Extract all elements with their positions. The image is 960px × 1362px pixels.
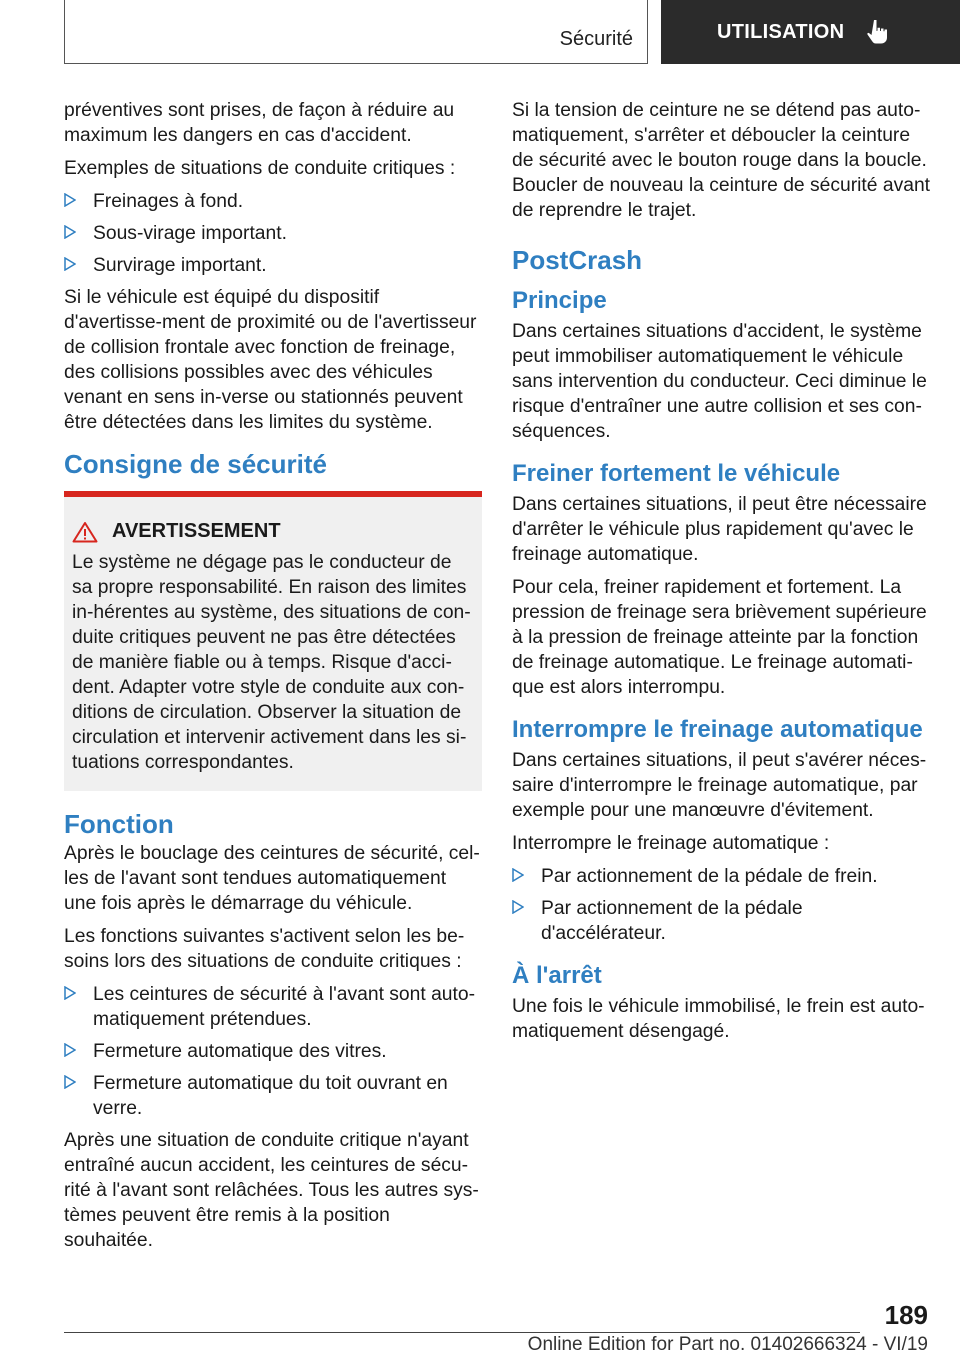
paragraph: préventives sont prises, de façon à réduire au maximum les dangers en cas d'accident. [64,100,455,146]
heading-postcrash: PostCrash [512,245,643,275]
heading-function: Fonction [64,809,174,839]
bullet-list [64,189,482,278]
paragraph: Une fois le véhicule immobilisé, le frein est auto-matiquement désengagé. [512,996,925,1042]
bullet-list [512,864,932,946]
chapter-label: UTILISATION [717,20,845,43]
paragraph: Les fonctions suivantes s'activent selon les be-soins lors des situations de conduite critiques : [64,926,465,972]
heading-interrupt-braking: Interrompre le freinage automatique [512,716,923,743]
heading-safety-note: Consigne de sécurité [64,449,327,479]
bullet-list [64,982,482,1121]
header-box [64,0,648,64]
warning-triangle-icon [72,521,98,543]
list-item: Fermeture automatique du toit ouvrant en verre. [64,1071,482,1121]
paragraph: Si le véhicule est équipé du dispositif d'avertisse-ment de proximité ou de l'avertisseur de collision frontale avec fonction de freinage, des collisions possibles avec des véhicules venant en sens in-verse ou stationnés peuvent être détectées dans les limites du système. [64,287,477,433]
triangle-bullet-icon [512,900,524,914]
list-item: Par actionnement de la pédale de frein. [512,864,932,889]
paragraph: Interrompre le freinage automatique : [512,833,830,854]
paragraph: Après une situation de conduite critique n'ayant entraîné aucun accident, les ceintures de sécu-rité à l'avant sont relâchées. Tous les autres sys-tèmes peuvent être remis à la position souhaitée. [64,1130,479,1251]
paragraph: Pour cela, freiner rapidement et fortement. La pression de freinage sera brièvement supérieure à la pression de freinage atteinte par la fonction de freinage automatique. Le freinage automati-que est alors interrompu. [512,577,927,698]
list-item: Fermeture automatique des vitres. [64,1039,482,1064]
footer-edition: Online Edition for Part no. 01402666324 - VI/19 [527,1334,928,1355]
footer-divider [64,1332,860,1333]
right-column [512,98,932,1052]
list-item: Sous-virage important. [64,221,482,246]
paragraph: Après le bouclage des ceintures de sécurité, cel-les de l'avant sont tendues automatiquement une fois après le démarrage du véhicule. [64,843,480,914]
warning-text: Le système ne dégage pas le conducteur de sa propre responsabilité. En raison des limites in-hérentes au système, des situations de con-duite critiques peuvent ne pas être détectées de manière fiable ou à temps. Risque d'acci-dent. Adapter votre style de conduite aux con-ditions de circulation. Observer la situation de circulation et intervenir activement dans les si-tuations correspondantes. [72,552,471,773]
list-item: Par actionnement de la pédale d'accélérateur. [512,896,932,946]
heading-principle: Principe [512,287,607,314]
paragraph: Dans certaines situations d'accident, le système peut immobiliser automatiquement le véhicule sans intervention du conducteur. Ceci diminue le risque d'entraîner une autre collision et ses con-séquences. [512,321,927,442]
paragraph: Dans certaines situations, il peut être nécessaire d'arrêter le véhicule plus rapidement qu'avec le freinage automatique. [512,494,927,565]
triangle-bullet-icon [64,257,76,271]
chapter-tab[interactable] [661,0,960,64]
page-number: 189 [884,1300,928,1330]
warning-title: AVERTISSEMENT [112,520,281,542]
heading-at-standstill: À l'arrêt [512,962,602,989]
paragraph: Dans certaines situations, il peut s'avérer néces-saire d'interrompre le freinage automatique, par exemple pour une manœuvre d'évitement. [512,750,927,821]
triangle-bullet-icon [64,1043,76,1057]
triangle-bullet-icon [64,225,76,239]
paragraph: Si la tension de ceinture ne se détend pas auto-matiquement, s'arrêter et déboucler la ceinture de sécurité avec le bouton rouge dans la boucle. Boucler de nouveau la ceinture de sécurité avant de reprendre le trajet. [512,100,931,221]
left-column [64,98,482,1261]
list-item: Survirage important. [64,253,482,278]
pointing-hand-icon [866,19,888,45]
paragraph: Exemples de situations de conduite critiques : [64,158,456,179]
triangle-bullet-icon [512,868,524,882]
triangle-bullet-icon [64,986,76,1000]
list-item: Freinages à fond. [64,189,482,214]
warning-header [72,519,474,544]
triangle-bullet-icon [64,1075,76,1089]
heading-brake-hard: Freiner fortement le véhicule [512,460,841,487]
section-label: Sécurité [559,28,633,50]
list-item: Les ceintures de sécurité à l'avant sont auto-matiquement prétendues. [64,982,482,1032]
triangle-bullet-icon [64,193,76,207]
warning-box [64,491,482,791]
